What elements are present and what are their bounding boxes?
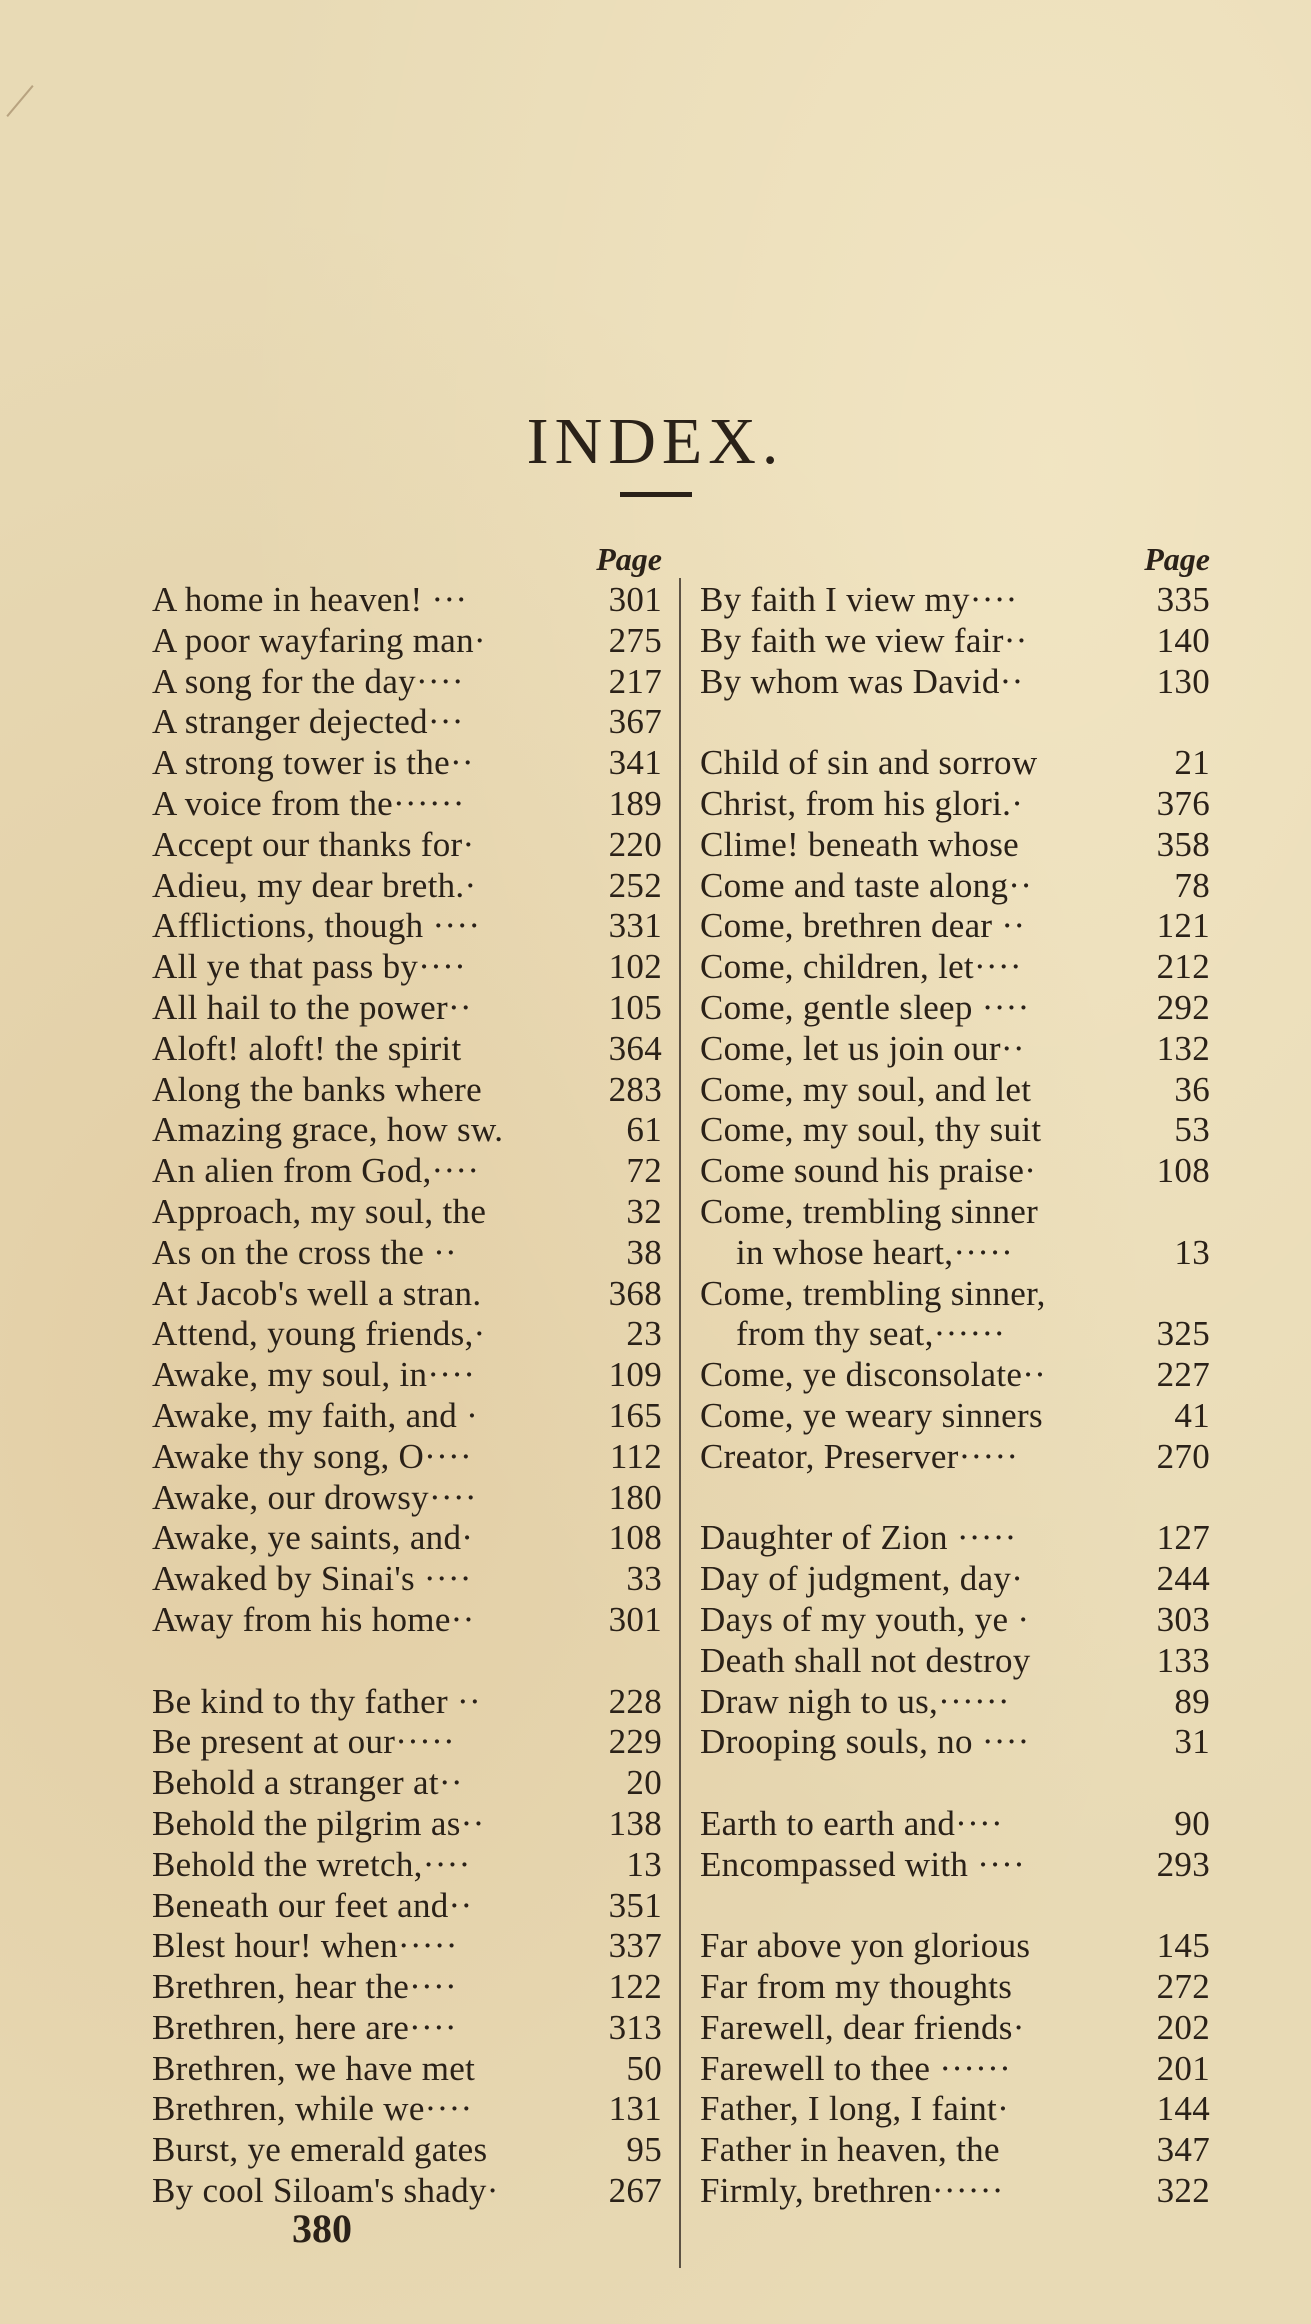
- entry-page-number: 41: [1174, 1395, 1210, 1435]
- entry-page-number: 21: [1174, 743, 1210, 783]
- entry-page-number: 301: [608, 580, 662, 619]
- index-entry: [152, 1926, 662, 1967]
- entry-page-number: 227: [1156, 1355, 1210, 1395]
- entry-page-number: 122: [608, 1967, 662, 2007]
- entry-title: An alien from God,····: [152, 1151, 480, 1191]
- index-entry: [700, 1600, 1210, 1641]
- index-entry: [152, 1600, 662, 1641]
- entry-page-number: 32: [626, 1191, 662, 1231]
- entry-page-number: 180: [608, 1477, 662, 1517]
- entry-title: Brethren, we have met: [152, 2048, 476, 2088]
- index-entry: [700, 1682, 1210, 1723]
- entry-page-number: 38: [626, 1232, 662, 1272]
- index-entry: [152, 2008, 662, 2049]
- entry-title: Awake, ye saints, and·: [152, 1518, 474, 1558]
- entry-title: All hail to the power··: [152, 987, 472, 1027]
- entry-page-number: 337: [608, 1926, 662, 1966]
- index-entry: [152, 1110, 662, 1151]
- entry-page-number: 13: [1174, 1232, 1210, 1272]
- entry-title: in whose heart,·····: [736, 1232, 1014, 1272]
- index-entry: [700, 621, 1210, 662]
- entry-title: Child of sin and sorrow: [700, 743, 1038, 783]
- entry-title: Amazing grace, how sw.: [152, 1110, 504, 1150]
- entry-page-number: 272: [1156, 1967, 1210, 2007]
- entry-page-number: 335: [1156, 580, 1210, 619]
- index-entry: [152, 621, 662, 662]
- entry-page-number: 145: [1156, 1926, 1210, 1966]
- entry-title: Awake, my soul, in····: [152, 1355, 476, 1395]
- entry-title: Blest hour! when·····: [152, 1926, 458, 1966]
- entry-page-number: 50: [626, 2048, 662, 2088]
- index-entry: [152, 2171, 662, 2212]
- entry-title: A poor wayfaring man·: [152, 620, 486, 660]
- index-entry: [700, 1110, 1210, 1151]
- entry-page-number: 217: [608, 661, 662, 701]
- entry-title: A song for the day····: [152, 661, 464, 701]
- entry-page-number: 72: [626, 1151, 662, 1191]
- entry-title: Aloft! aloft! the spirit: [152, 1028, 462, 1068]
- page-column-header: Page: [596, 541, 662, 577]
- index-entry: [152, 1763, 662, 1804]
- entry-page-number: 33: [626, 1559, 662, 1599]
- entry-title: from thy seat,······: [736, 1314, 1006, 1354]
- entry-title: Come, my soul, thy suit: [700, 1110, 1042, 1150]
- index-entry: [700, 1029, 1210, 1070]
- index-entry: [700, 2171, 1210, 2212]
- index-entry: [700, 1355, 1210, 1396]
- column-divider: [679, 578, 681, 2268]
- index-entry: [700, 1518, 1210, 1559]
- section-gap: [700, 1886, 1210, 1927]
- entry-title: Afflictions, though ····: [152, 906, 481, 946]
- index-list-right: [700, 580, 1210, 2212]
- entry-title: Come and taste along··: [700, 865, 1033, 905]
- entry-page-number: 220: [608, 824, 662, 864]
- entry-title: Come, brethren dear ··: [700, 906, 1026, 946]
- entry-title: Brethren, here are····: [152, 2007, 457, 2047]
- entry-page-number: 105: [608, 987, 662, 1027]
- index-entry: [152, 988, 662, 1029]
- index-entry: [152, 702, 662, 743]
- entry-title: Attend, young friends,·: [152, 1314, 486, 1354]
- entry-page-number: 112: [609, 1436, 662, 1476]
- index-entry: [700, 906, 1210, 947]
- index-entry: [152, 1396, 662, 1437]
- entry-title: A strong tower is the··: [152, 743, 474, 783]
- index-entry: [152, 580, 662, 621]
- entry-title: Firmly, brethren······: [700, 2171, 1004, 2211]
- entry-page-number: 130: [1156, 661, 1210, 701]
- entry-page-number: 313: [608, 2007, 662, 2047]
- index-entry: [152, 1314, 662, 1355]
- entry-page-number: 212: [1156, 947, 1210, 987]
- entry-page-number: 95: [626, 2130, 662, 2170]
- entry-page-number: 53: [1174, 1110, 1210, 1150]
- index-entry: [152, 784, 662, 825]
- entry-title: Be kind to thy father ··: [152, 1681, 481, 1721]
- entry-title: Be present at our·····: [152, 1722, 455, 1762]
- entry-page-number: 331: [608, 906, 662, 946]
- entry-page-number: 202: [1156, 2007, 1210, 2047]
- index-entry: [700, 1070, 1210, 1111]
- entry-page-number: 78: [1174, 865, 1210, 905]
- index-entry: [700, 1314, 1210, 1355]
- index-column-left: [152, 538, 662, 2212]
- index-entry: [152, 1722, 662, 1763]
- entry-page-number: 351: [608, 1885, 662, 1925]
- entry-page-number: 347: [1156, 2130, 1210, 2170]
- entry-page-number: 165: [608, 1395, 662, 1435]
- index-entry: [152, 825, 662, 866]
- section-gap: [700, 702, 1210, 743]
- entry-page-number: 108: [608, 1518, 662, 1558]
- entry-title: Awaked by Sinai's ····: [152, 1559, 472, 1599]
- index-entry: [152, 1070, 662, 1111]
- entry-title: Death shall not destroy: [700, 1640, 1031, 1680]
- entry-title: Approach, my soul, the: [152, 1191, 487, 1231]
- entry-page-number: 20: [626, 1763, 662, 1803]
- entry-page-number: 275: [608, 620, 662, 660]
- index-entry: [152, 1029, 662, 1070]
- entry-title: Day of judgment, day·: [700, 1559, 1024, 1599]
- entry-page-number: 244: [1156, 1559, 1210, 1599]
- index-entry: [700, 1151, 1210, 1192]
- entry-title: Awake thy song, O····: [152, 1436, 472, 1476]
- entry-page-number: 127: [1156, 1518, 1210, 1558]
- index-entry: [700, 825, 1210, 866]
- entry-page-number: 358: [1156, 824, 1210, 864]
- index-entry: [700, 988, 1210, 1029]
- entry-title: Behold the pilgrim as··: [152, 1803, 485, 1843]
- entry-title: Come, trembling sinner,: [700, 1273, 1046, 1313]
- entry-title: Come sound his praise·: [700, 1151, 1037, 1191]
- title-rule: [620, 492, 692, 497]
- index-entry: [152, 662, 662, 703]
- entry-page-number: 102: [608, 947, 662, 987]
- entry-title: Earth to earth and····: [700, 1803, 1003, 1843]
- entry-page-number: 131: [608, 2089, 662, 2129]
- entry-page-number: 228: [608, 1681, 662, 1721]
- entry-page-number: 108: [1156, 1151, 1210, 1191]
- index-entry: [152, 1559, 662, 1600]
- index-entry: [700, 784, 1210, 825]
- index-entry: [700, 662, 1210, 703]
- index-entry: [152, 1355, 662, 1396]
- entry-page-number: 367: [608, 702, 662, 742]
- entry-page-number: 292: [1156, 987, 1210, 1027]
- entry-page-number: 189: [608, 783, 662, 823]
- entry-page-number: 31: [1174, 1722, 1210, 1762]
- index-entry: [152, 1274, 662, 1315]
- index-entry: [700, 1967, 1210, 2008]
- entry-title: Beneath our feet and··: [152, 1885, 473, 1925]
- index-entry: [700, 2008, 1210, 2049]
- entry-title: Clime! beneath whose: [700, 824, 1019, 864]
- entry-page-number: 138: [608, 1803, 662, 1843]
- entry-page-number: 13: [626, 1844, 662, 1884]
- entry-page-number: 61: [626, 1110, 662, 1150]
- entry-title: At Jacob's well a stran.: [152, 1273, 482, 1313]
- index-entry: [700, 1233, 1210, 1274]
- entry-page-number: 140: [1156, 620, 1210, 660]
- entry-page-number: 325: [1156, 1314, 1210, 1354]
- entry-title: Burst, ye emerald gates: [152, 2130, 488, 2170]
- index-entry: [152, 2049, 662, 2090]
- entry-page-number: 121: [1156, 906, 1210, 946]
- entry-title: Brethren, while we····: [152, 2089, 473, 2129]
- entry-page-number: 283: [608, 1069, 662, 1109]
- entry-page-number: 144: [1156, 2089, 1210, 2129]
- entry-title: Draw nigh to us,······: [700, 1681, 1010, 1721]
- entry-page-number: 376: [1156, 783, 1210, 823]
- entry-page-number: 229: [608, 1722, 662, 1762]
- index-entry: [700, 1192, 1210, 1233]
- entry-title: Behold the wretch,····: [152, 1844, 471, 1884]
- section-gap: [700, 1478, 1210, 1519]
- entry-title: By faith we view fair··: [700, 620, 1028, 660]
- index-entry: [152, 866, 662, 907]
- entry-title: Daughter of Zion ·····: [700, 1518, 1017, 1558]
- entry-page-number: 270: [1156, 1436, 1210, 1476]
- entry-page-number: 133: [1156, 1640, 1210, 1680]
- index-entry: [152, 1233, 662, 1274]
- entry-title: Days of my youth, ye ·: [700, 1599, 1030, 1639]
- index-entry: [700, 1804, 1210, 1845]
- entry-title: Come, gentle sleep ····: [700, 987, 1030, 1027]
- entry-title: Far from my thoughts: [700, 1967, 1013, 2007]
- index-entry: [152, 1845, 662, 1886]
- entry-title: Far above yon glorious: [700, 1926, 1031, 1966]
- page-column-header: Page: [1144, 541, 1210, 577]
- entry-page-number: 90: [1174, 1803, 1210, 1843]
- entry-page-number: 23: [626, 1314, 662, 1354]
- entry-title: A stranger dejected···: [152, 702, 464, 742]
- entry-title: Brethren, hear the····: [152, 1967, 457, 2007]
- index-entry: [152, 2130, 662, 2171]
- entry-title: All ye that pass by····: [152, 947, 467, 987]
- entry-title: Come, ye disconsolate··: [700, 1355, 1047, 1395]
- section-gap: [152, 1641, 662, 1682]
- index-entry: [152, 947, 662, 988]
- entry-page-number: 368: [608, 1273, 662, 1313]
- entry-title: Come, my soul, and let: [700, 1069, 1032, 1109]
- index-entry: [152, 1967, 662, 2008]
- index-entry: [152, 1437, 662, 1478]
- index-column-right: [700, 538, 1210, 2212]
- section-gap: [700, 1763, 1210, 1804]
- entry-title: Farewell, dear friends·: [700, 2007, 1025, 2047]
- index-list-left: [152, 580, 662, 2212]
- pencil-mark: [6, 85, 33, 117]
- entry-title: Awake, my faith, and ·: [152, 1395, 479, 1435]
- entry-page-number: 36: [1174, 1069, 1210, 1109]
- index-entry: [700, 1559, 1210, 1600]
- entry-title: Come, children, let····: [700, 947, 1022, 987]
- index-entry: [700, 1641, 1210, 1682]
- entry-title: Christ, from his glori.·: [700, 783, 1024, 823]
- entry-title: As on the cross the ··: [152, 1232, 458, 1272]
- index-entry: [152, 1478, 662, 1519]
- entry-page-number: 364: [608, 1028, 662, 1068]
- entry-page-number: 267: [608, 2171, 662, 2211]
- index-entry: [152, 1804, 662, 1845]
- index-entry: [700, 866, 1210, 907]
- index-entry: [152, 1886, 662, 1927]
- entry-page-number: 109: [608, 1355, 662, 1395]
- entry-title: Father, I long, I faint·: [700, 2089, 1010, 2129]
- entry-title: Accept our thanks for·: [152, 824, 475, 864]
- entry-page-number: 201: [1156, 2048, 1210, 2088]
- index-entry: [152, 1192, 662, 1233]
- entry-title: By whom was David··: [700, 661, 1024, 701]
- index-entry: [700, 947, 1210, 988]
- entry-title: Come, let us join our··: [700, 1028, 1025, 1068]
- entry-page-number: 89: [1174, 1681, 1210, 1721]
- entry-title: Father in heaven, the: [700, 2130, 1000, 2170]
- index-entry: [700, 1845, 1210, 1886]
- index-entry: [700, 2089, 1210, 2130]
- index-entry: [152, 2089, 662, 2130]
- entry-title: Creator, Preserver·····: [700, 1436, 1019, 1476]
- entry-title: A home in heaven! ···: [152, 580, 468, 619]
- index-entry: [700, 1274, 1210, 1315]
- entry-title: Come, ye weary sinners: [700, 1395, 1043, 1435]
- entry-title: Farewell to thee ······: [700, 2048, 1012, 2088]
- index-entry: [152, 1518, 662, 1559]
- page-title: INDEX.: [526, 405, 785, 479]
- entry-page-number: 301: [608, 1599, 662, 1639]
- index-entry: [152, 1151, 662, 1192]
- entry-title: Behold a stranger at··: [152, 1763, 463, 1803]
- entry-title: By cool Siloam's shady·: [152, 2171, 499, 2211]
- index-entry: [152, 906, 662, 947]
- entry-title: Adieu, my dear breth.·: [152, 865, 477, 905]
- entry-page-number: 252: [608, 865, 662, 905]
- page-number: 380: [292, 2206, 352, 2251]
- entry-title: Drooping souls, no ····: [700, 1722, 1030, 1762]
- index-entry: [700, 1926, 1210, 1967]
- entry-page-number: 303: [1156, 1599, 1210, 1639]
- entry-title: Awake, our drowsy····: [152, 1477, 477, 1517]
- entry-title: Encompassed with ····: [700, 1844, 1026, 1884]
- entry-page-number: 322: [1156, 2171, 1210, 2211]
- entry-page-number: 341: [608, 743, 662, 783]
- index-entry: [700, 1396, 1210, 1437]
- index-entry: [700, 1437, 1210, 1478]
- index-entry: [700, 743, 1210, 784]
- index-entry: [700, 1722, 1210, 1763]
- entry-title: Come, trembling sinner: [700, 1191, 1039, 1231]
- entry-title: A voice from the······: [152, 783, 465, 823]
- entry-page-number: 293: [1156, 1844, 1210, 1884]
- entry-page-number: 132: [1156, 1028, 1210, 1068]
- entry-title: By faith I view my····: [700, 580, 1018, 619]
- index-entry: [700, 2049, 1210, 2090]
- index-entry: [700, 2130, 1210, 2171]
- index-entry: [152, 1682, 662, 1723]
- entry-title: Along the banks where: [152, 1069, 482, 1109]
- entry-title: Away from his home··: [152, 1599, 475, 1639]
- index-entry: [152, 743, 662, 784]
- index-entry: [700, 580, 1210, 621]
